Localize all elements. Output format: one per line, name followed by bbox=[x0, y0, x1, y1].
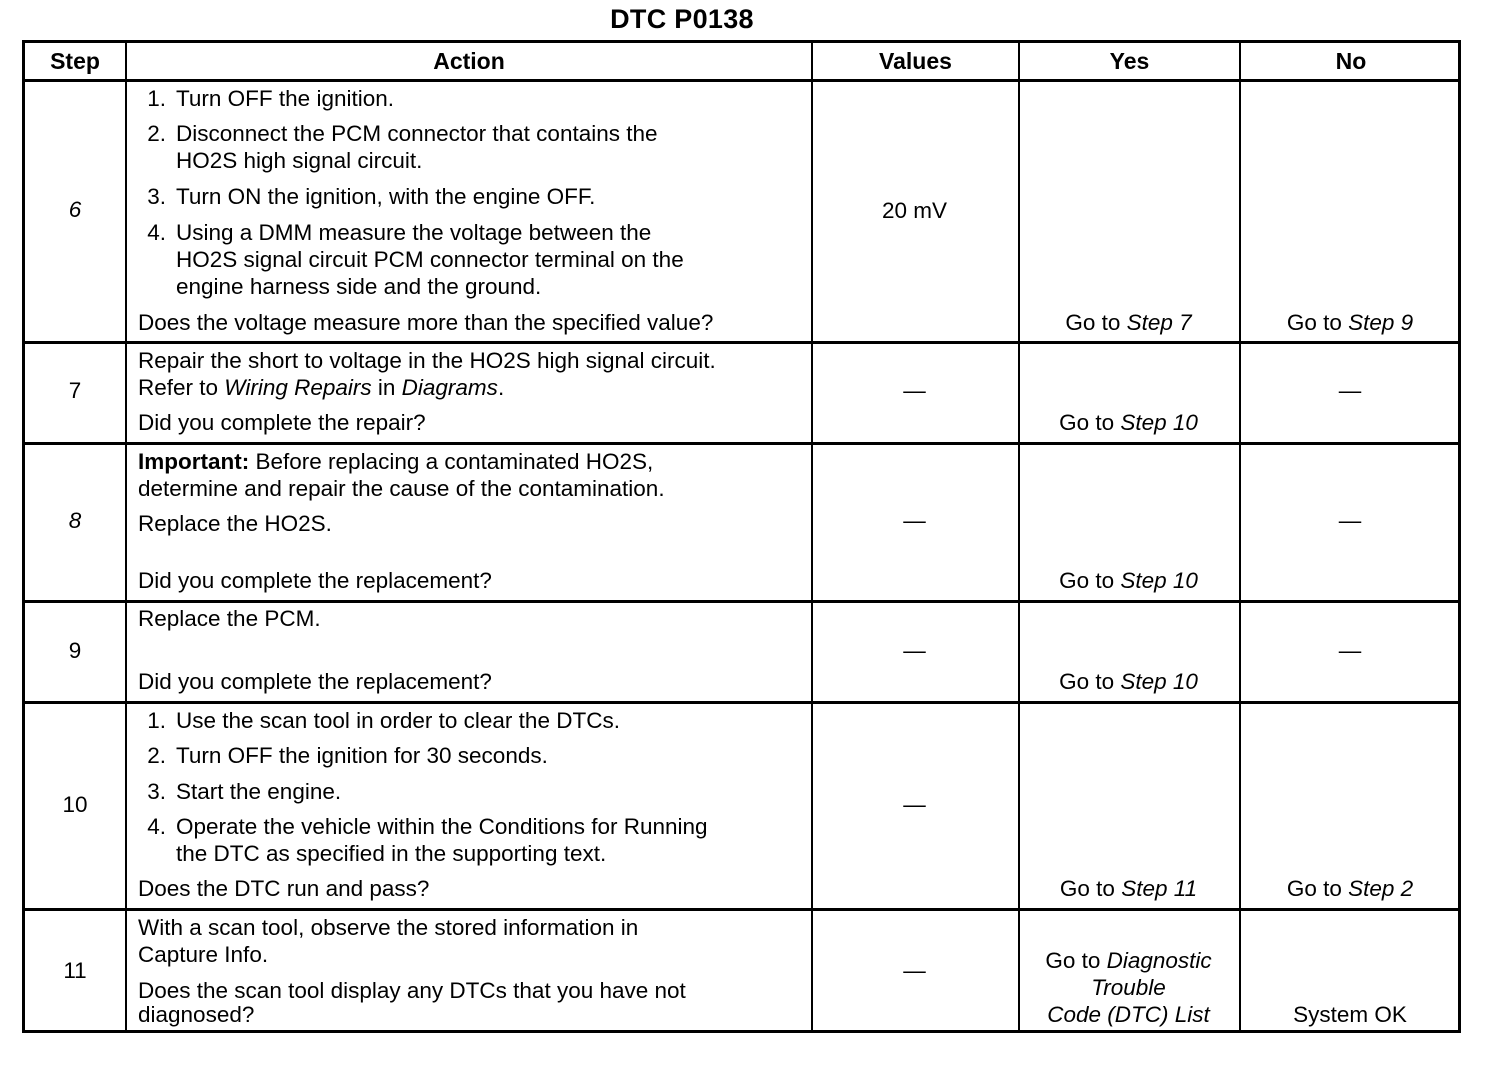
row-divider bbox=[25, 701, 1458, 704]
step-question: Did you complete the replacement? bbox=[138, 669, 492, 694]
step-question: Does the scan tool display any DTCs that you have not bbox=[138, 978, 686, 1003]
yes-cell: Go to Step 11 bbox=[1059, 876, 1198, 901]
row-divider bbox=[25, 600, 1458, 603]
no-cell: — bbox=[1338, 508, 1362, 533]
no-cell: Go to Step 2 bbox=[1286, 876, 1414, 901]
col-divider bbox=[811, 43, 813, 1030]
list-item: 3. Turn ON the ignition, with the engine OFF. bbox=[147, 184, 596, 209]
list-item: 1. Use the scan tool in order to clear the DTCs. bbox=[147, 708, 620, 733]
step-action: Replace the PCM. bbox=[138, 606, 321, 631]
yes-cell: Go to Step 10 bbox=[1059, 568, 1198, 593]
list-item: 4. Operate the vehicle within the Conditions for Running the DTC as specified in the supporting text. bbox=[147, 814, 708, 866]
header-no: No bbox=[1335, 48, 1367, 74]
no-cell: System OK bbox=[1293, 1002, 1407, 1027]
value-cell: — bbox=[903, 508, 926, 533]
header-step: Step bbox=[50, 48, 100, 74]
step-question: Did you complete the replacement? bbox=[138, 568, 492, 593]
header-values: Values bbox=[879, 48, 952, 74]
no-cell: — bbox=[1338, 638, 1362, 663]
yes-cell: Go to Diagnostic Trouble Code (DTC) List bbox=[1045, 948, 1212, 1027]
step-number: 8 bbox=[68, 508, 82, 533]
step-question: diagnosed? bbox=[138, 1002, 255, 1027]
row-divider bbox=[25, 908, 1458, 911]
step-action: Capture Info. bbox=[138, 942, 269, 967]
yes-cell: Go to Step 10 bbox=[1059, 410, 1198, 435]
list-item: 1. Turn OFF the ignition. bbox=[147, 86, 395, 111]
step-question: Does the voltage measure more than the specified value? bbox=[138, 310, 714, 335]
step-action: Replace the HO2S. bbox=[138, 511, 332, 536]
no-cell: Go to Step 9 bbox=[1286, 310, 1414, 335]
value-cell: — bbox=[903, 958, 926, 983]
step-important: determine and repair the cause of the contamination. bbox=[138, 476, 665, 501]
value-cell: 20 mV bbox=[881, 198, 948, 223]
page-title: DTC P0138 bbox=[610, 4, 754, 34]
step-number: 9 bbox=[68, 638, 82, 663]
step-number: 7 bbox=[68, 378, 82, 403]
step-action: Refer to Wiring Repairs in Diagrams. bbox=[138, 375, 505, 400]
step-number: 6 bbox=[68, 197, 82, 222]
list-item: 3. Start the engine. bbox=[147, 779, 342, 804]
header-yes: Yes bbox=[1109, 48, 1150, 74]
value-cell: — bbox=[903, 792, 926, 817]
yes-cell: Go to Step 7 bbox=[1065, 310, 1192, 335]
step-question: Did you complete the repair? bbox=[138, 410, 426, 435]
col-divider bbox=[125, 43, 127, 1030]
row-divider bbox=[25, 442, 1458, 445]
value-cell: — bbox=[903, 638, 926, 663]
step-number: 11 bbox=[63, 958, 87, 983]
step-important: Important: Before replacing a contaminated HO2S, bbox=[138, 449, 654, 474]
list-item: 2. Disconnect the PCM connector that contains the HO2S high signal circuit. bbox=[147, 121, 658, 173]
yes-cell: Go to Step 10 bbox=[1059, 669, 1198, 694]
no-cell: — bbox=[1338, 378, 1362, 403]
step-number: 10 bbox=[62, 792, 88, 817]
step-question: Does the DTC run and pass? bbox=[138, 876, 430, 901]
step-action: Repair the short to voltage in the HO2S high signal circuit. bbox=[138, 348, 716, 373]
list-item: 2. Turn OFF the ignition for 30 seconds. bbox=[147, 743, 548, 768]
header-action: Action bbox=[433, 48, 505, 74]
step-action: With a scan tool, observe the stored information in bbox=[138, 915, 639, 940]
row-divider bbox=[25, 341, 1458, 344]
list-item: 4. Using a DMM measure the voltage between the HO2S signal circuit PCM connector terminal on the engine harness side and the ground. bbox=[147, 220, 684, 299]
value-cell: — bbox=[903, 378, 926, 403]
